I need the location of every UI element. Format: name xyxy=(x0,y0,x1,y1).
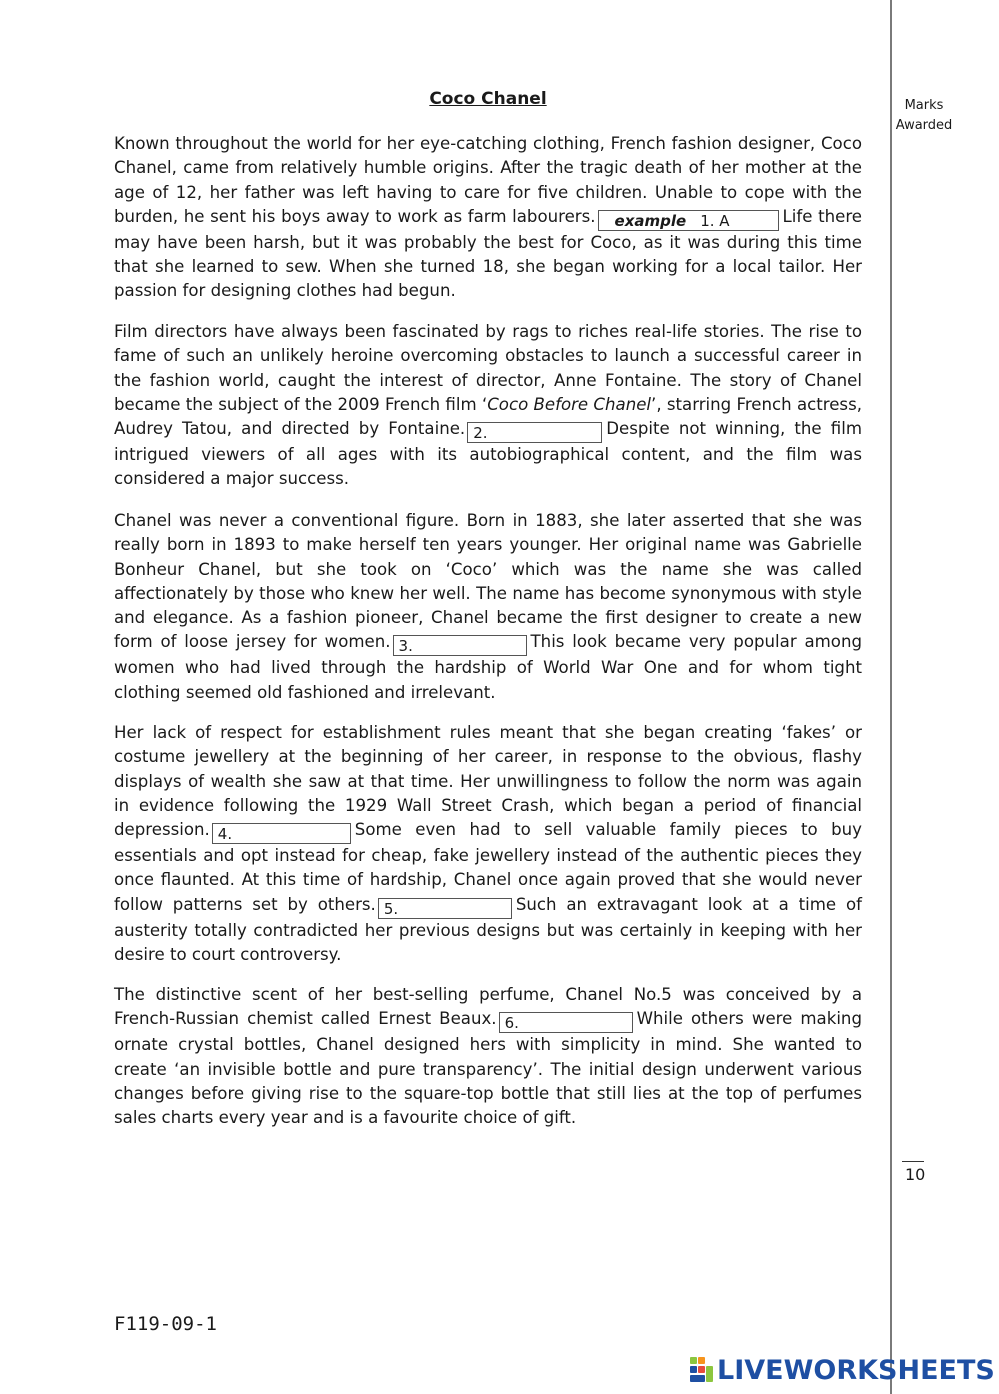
answer-box-example xyxy=(598,210,779,231)
example-label: example xyxy=(614,211,687,230)
example-number: 1. xyxy=(700,211,715,230)
answer-box-6-number: 6. xyxy=(504,1014,519,1033)
paragraph-5 xyxy=(114,983,862,1130)
paragraph-1-text-before: Known throughout the world for her eye-catching clothing, French fashion designer, Coco Chanel, came from relatively humble origins. After the tragic death of her mother at the age of 12, her father was left having to care for five children. Unable to cope with the burden, he sent his boys away to work as farm labourers. xyxy=(114,134,862,226)
paragraph-5-text-after: While others were making ornate crystal bottles, Chanel designed hers with simplicity in mind. She wanted to create ‘an invisible bottle and pure transparency’. The initial design underwent various changes before giving rise to the square-top bottle that still lies at the top of perfumes sales charts every year and is a favourite choice of gift. xyxy=(114,1009,862,1128)
total-marks-rule xyxy=(902,1161,924,1162)
document-code: F119-09-1 xyxy=(114,1313,217,1335)
answer-box-5-number: 5. xyxy=(383,899,399,918)
paragraph-2-text-after: Despite not winning, the film intrigued viewers of all ages with its autobiographical content, and the film was considered a major success. xyxy=(114,419,862,489)
paragraph-5-text-before: The distinctive scent of her best-selling perfume, Chanel No.5 was conceived by a French-Russian chemist called Ernest Beaux. xyxy=(114,985,862,1029)
answer-box-3-number: 3. xyxy=(398,637,413,656)
marks-awarded-label xyxy=(893,96,955,136)
answer-box-5[interactable] xyxy=(378,898,512,919)
answer-box-4[interactable] xyxy=(212,823,351,844)
liveworksheets-logo[interactable] xyxy=(690,1352,995,1388)
marks-label-line1: Marks xyxy=(904,98,944,113)
film-title: Coco Before Chanel xyxy=(487,394,652,414)
answer-box-2[interactable] xyxy=(467,422,602,443)
paragraph-3-text-after: This look became very popular among women who had lived through the hardship of World War One and for whom tight clothing seemed old fashioned and irrelevant. xyxy=(114,632,862,702)
paragraph-4-text-middle: Some even had to sell valuable family pieces to buy essentials and opt instead for cheap, fake jewellery instead of the authentic pieces they once flaunted. At this time of hardship, Chanel once again proved that she would never follow patterns set by others. xyxy=(114,820,862,914)
answer-box-3[interactable] xyxy=(393,635,527,656)
marks-label-line2: Awarded xyxy=(895,118,953,133)
page-title: Coco Chanel xyxy=(429,89,547,109)
paragraph-2-text-before: Film directors have always been fascinated by rags to riches real-life stories. The rise to fame of such an unlikely heroine overcoming obstacles to launch a successful career in the fashion world, caught the interest of director, Anne Fontaine. The story of Chanel became the subject of the 2009 French film ‘ xyxy=(114,322,862,414)
example-answer: A xyxy=(719,211,730,230)
paragraph-4-text-before: Her lack of respect for establishment rules meant that she began creating ‘fakes’ or costume jewellery at the beginning of her career, in response to the obvious, flashy displays of wealth she saw at that time. Her unwillingness to follow the norm was again in evidence following the 1929 Wall Street Crash, which began a period of financial depression. xyxy=(114,723,862,840)
paragraph-2-text-middle: ’, starring French actress, Audrey Tatou, and directed by Fontaine. xyxy=(114,394,862,439)
answer-box-6[interactable] xyxy=(499,1012,633,1033)
liveworksheets-logo-icon xyxy=(690,1357,714,1383)
marks-column-divider xyxy=(890,0,892,1394)
paragraph-4 xyxy=(114,721,862,967)
paragraph-1-text-after: Life there may have been harsh, but it was probably the best for Coco, as it was during this time that she learned to sew. When she turned 18, she began working for a local tailor. Her passion for designing clothes had begun. xyxy=(114,206,862,301)
answer-box-2-number: 2. xyxy=(473,424,488,443)
answer-box-4-number: 4. xyxy=(217,825,233,844)
liveworksheets-logo-text: LIVEWORKSHEETS xyxy=(717,1354,995,1386)
paragraph-4-text-after: Such an extravagant look at a time of austerity totally contradicted her previous designs but was certainly in keeping with her desire to court controversy. xyxy=(114,894,862,965)
paragraph-3-text-before: Chanel was never a conventional figure. Born in 1883, she later asserted that she was really born in 1893 to make herself ten years younger. Her original name was Gabrielle Bonheur Chanel, but she took on ‘Coco’ which was the name she was called affectionately by those who knew her well. The name has become synonymous with style and elegance. As a fashion pioneer, Chanel became the first designer to create a new form of loose jersey for women. xyxy=(114,511,862,652)
paragraph-3 xyxy=(114,509,862,705)
paragraph-2 xyxy=(114,320,862,492)
total-marks: 10 xyxy=(905,1165,926,1184)
paragraph-1 xyxy=(114,132,862,304)
